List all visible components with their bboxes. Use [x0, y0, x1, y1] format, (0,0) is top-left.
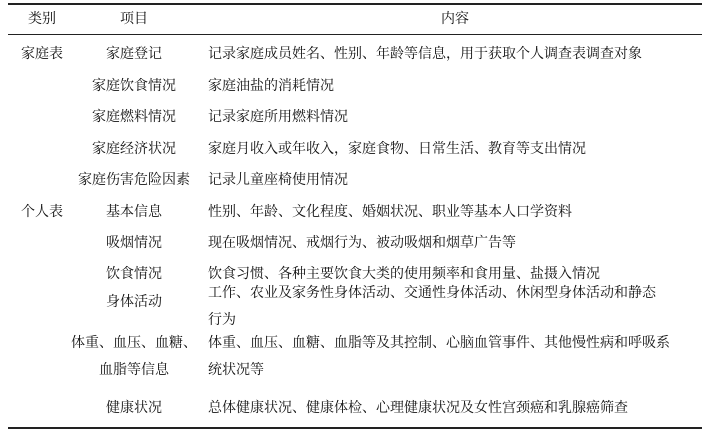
table-row-item: 家庭伤害危险因素 [78, 172, 190, 188]
table-row-item: 家庭经济状况 [92, 141, 176, 157]
table-row-item: 体重、血压、血糖、 [71, 335, 197, 351]
table-row-content: 饮食习惯、各种主要饮食大类的使用频率和食用量、盐摄入情况 [208, 266, 600, 282]
table-header-rule [8, 34, 702, 35]
header-category: 类别 [28, 11, 56, 27]
table-row-content: 统状况等 [208, 362, 264, 378]
table-row-content: 记录家庭所用燃料情况 [208, 109, 348, 125]
table-row-item: 家庭饮食情况 [92, 78, 176, 94]
table-row-content: 性别、年龄、文化程度、婚姻状况、职业等基本人口学资料 [208, 204, 572, 220]
table-row-item: 家庭登记 [106, 46, 162, 62]
table-row-item: 血脂等信息 [99, 362, 169, 378]
table-row-content: 现在吸烟情况、戒烟行为、被动吸烟和烟草广告等 [208, 235, 516, 251]
table-row-item: 家庭燃料情况 [92, 109, 176, 125]
table-row-content: 工作、农业及家务性身体活动、交通性身体活动、休闲型身体活动和静态 [208, 285, 656, 301]
header-item: 项目 [120, 11, 148, 27]
category-household: 家庭表 [21, 46, 63, 62]
table-row-content: 记录家庭成员姓名、性别、年龄等信息，用于获取个人调查表调查对象 [208, 46, 642, 62]
header-content: 内容 [441, 11, 469, 27]
table-row-item: 健康状况 [106, 400, 162, 416]
category-individual: 个人表 [21, 204, 63, 220]
table-row-content: 家庭油盐的消耗情况 [208, 78, 334, 94]
table-row-item: 身体活动 [106, 294, 162, 310]
table-row-content: 总体健康状况、健康体检、心理健康状况及女性宫颈癌和乳腺癌筛查 [208, 400, 628, 416]
table-top-rule [8, 3, 702, 5]
table-row-content: 体重、血压、血糖、血脂等及其控制、心脑血管事件、其他慢性病和呼吸系 [208, 335, 670, 351]
table-row-content: 记录儿童座椅使用情况 [208, 172, 348, 188]
table-row-item: 吸烟情况 [106, 235, 162, 251]
table-row-item: 饮食情况 [106, 266, 162, 282]
table-row-content: 家庭月收入或年收入，家庭食物、日常生活、教育等支出情况 [208, 141, 586, 157]
table-row-content: 行为 [208, 312, 236, 328]
table-bottom-rule [8, 427, 702, 429]
table-row-item: 基本信息 [106, 204, 162, 220]
